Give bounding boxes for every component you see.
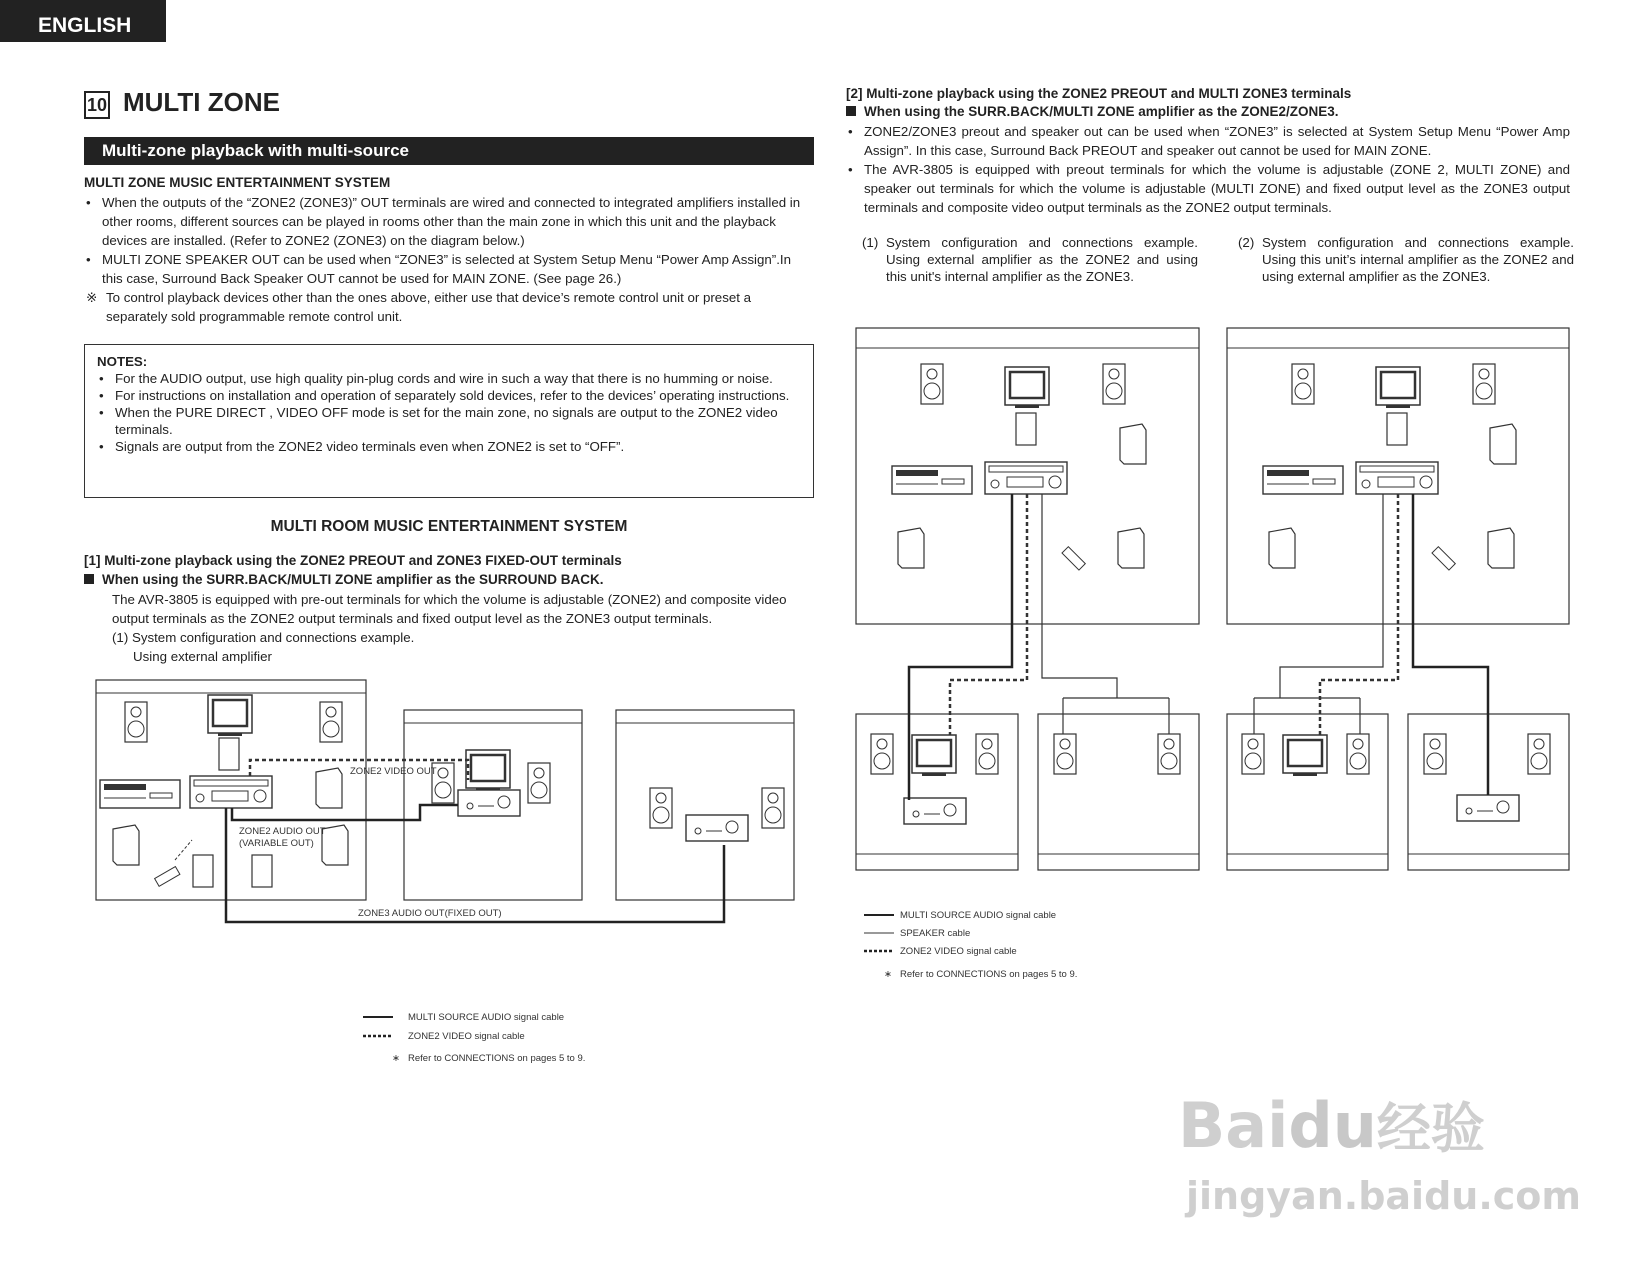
sub1-title: [1] Multi-zone playback using the ZONE2 PREOUT and ZONE3 FIXED-OUT terminals [84,553,622,568]
center-speaker-icon [219,738,239,770]
speaker-icon [1347,734,1369,774]
speaker-icon [113,825,139,865]
zone3-audio-out-label: ZONE3 AUDIO OUT(FIXED OUT) [358,908,502,919]
example2-number: (2) [1238,235,1255,250]
example1-number: (1) [862,235,879,250]
tv-icon [1376,367,1420,408]
speaker-icon [762,788,784,828]
section-title: MULTI ZONE [123,87,280,117]
zone2-audio-out-label: ZONE2 AUDIO OUT [239,826,326,837]
receiver-icon [190,776,272,808]
example1-caption: System configuration and connections example. Using external amplifier as the ZONE2 and using this unit's internal amplifier as the ZONE3. [886,235,1198,284]
right-legend-speaker-text: SPEAKER cable [900,928,971,939]
reference-mark: ※ [86,290,98,305]
speaker-icon [1424,734,1446,774]
watermark-url: jingyan.baidu.com [1186,1174,1581,1218]
tv-icon [466,750,510,791]
legend-ref-text: Refer to CONNECTIONS on pages 5 to 9. [408,1053,586,1064]
note-item: • Signals are output from the ZONE2 video terminals even when ZONE2 is set to “OFF”. [97,438,801,455]
watermark-logo-left: Bai [1178,1089,1289,1162]
receiver-icon [1356,462,1438,494]
tv-icon [1005,367,1049,408]
speaker-icon [1242,734,1264,774]
right-legend-video-text: ZONE2 VIDEO signal cable [900,946,1017,957]
ref-note-text: To control playback devices other than the ones above, either use that device’s remote control unit or preset a separately sold programmable remote control unit. [106,290,752,324]
speaker-icon [1488,528,1514,568]
amplifier-icon [458,790,520,816]
cd-player-icon [1263,466,1343,494]
speaker-icon [125,702,147,742]
amplifier-icon [904,798,966,824]
sub2-square-text: When using the SURR.BACK/MULTI ZONE amplifier as the ZONE2/ZONE3. [864,104,1339,119]
sub2-square-heading [846,104,1339,119]
speaker-icon [1292,364,1314,404]
cd-player-icon [892,466,972,494]
section-bar-title: Multi-zone playback with multi-source [84,137,814,165]
right-legend-ref-text: Refer to CONNECTIONS on pages 5 to 9. [900,969,1078,980]
amplifier-icon [1457,795,1519,821]
sub1-config: (1) System configuration and connections example. [112,630,415,645]
tv-icon [1283,735,1327,776]
legend-ref-mark: ∗ [392,1053,400,1064]
right-legend-audio-text: MULTI SOURCE AUDIO signal cable [900,910,1057,921]
watermark-logo-cn: 经验 [1376,1097,1485,1160]
watermark-logo-right: du [1288,1089,1377,1162]
speaker-icon [1473,364,1495,404]
speaker-icon [650,788,672,828]
music-system-heading: MULTI ZONE MUSIC ENTERTAINMENT SYSTEM [84,175,391,190]
sub1-square-text: When using the SURR.BACK/MULTI ZONE amplifier as the SURROUND BACK. [102,572,604,587]
speaker-icon [898,528,924,568]
multi-room-heading: MULTI ROOM MUSIC ENTERTAINMENT SYSTEM [270,518,628,535]
sub1-body: The AVR-3805 is equipped with pre-out terminals for which the volume is adjustable (ZONE2) and composite video output terminals as the ZONE2 output terminals and fixed output level as the ZONE3 output terminals. [112,592,787,626]
speaker-icon [320,702,342,742]
watermark-logo [1178,1086,1485,1163]
speaker-icon [1054,734,1076,774]
speaker-icon [193,855,213,887]
speaker-icon [976,734,998,774]
speaker-icon [871,734,893,774]
speaker-icon [252,855,272,887]
speaker-icon [1528,734,1550,774]
note-item: • For the AUDIO output, use high quality pin-plug cords and wire in such a way that there is no humming or noise. [97,370,801,387]
right-bullet-1: • ZONE2/ZONE3 preout and speaker out can be used when “ZONE3” is selected at System Setup Menu “Power Amp Assign”. In this case, Surround Back PREOUT and speaker out cannot be used for MAIN ZONE. [846,122,1570,160]
right-legend-ref-mark: ∗ [884,969,892,980]
legend-audio-text: MULTI SOURCE AUDIO signal cable [408,1012,565,1023]
language-tab: ENGLISH [0,0,166,42]
center-speaker-icon [1387,413,1407,445]
note-item: • For instructions on installation and operation of separately sold devices, refer to the devices’ operating instructions. [97,387,801,404]
square-bullet-icon [846,106,856,116]
cd-player-icon [100,780,180,808]
speaker-icon [1120,424,1146,464]
tv-icon [208,695,252,736]
sub2-title: [2] Multi-zone playback using the ZONE2 PREOUT and MULTI ZONE3 terminals [846,86,1352,101]
speaker-icon [921,364,943,404]
legend-video-text: ZONE2 VIDEO signal cable [408,1031,525,1042]
variable-out-label: (VARIABLE OUT) [239,838,314,849]
zone2-video-out-label: ZONE2 VIDEO OUT [350,766,437,777]
speaker-icon [1103,364,1125,404]
speaker-icon [528,763,550,803]
section-number: 10 [84,91,110,119]
tv-icon [912,735,956,776]
center-speaker-icon [1016,413,1036,445]
notes-title: NOTES: [97,354,148,369]
speaker-icon [1490,424,1516,464]
sub1-config-2: Using external amplifier [133,649,272,664]
amplifier-icon [686,815,748,841]
speaker-icon [1269,528,1295,568]
music-bullet-1: • When the outputs of the “ZONE2 (ZONE3)” OUT terminals are wired and connected to integrated amplifiers installed in other rooms, different sources can be played in rooms other than the main zone in which this unit and the playback devices are installed. (Refer to ZONE2 (ZONE3) on the diagram below.) [84,193,814,250]
sub2-body [846,122,1570,217]
speaker-icon [316,768,342,808]
speaker-icon [1118,528,1144,568]
note-item: • When the PURE DIRECT , VIDEO OFF mode is set for the main zone, no signals are output to the ZONE2 video terminals. [97,404,801,438]
right-bullet-2: • The AVR-3805 is equipped with preout terminals for which the volume is adjustable (ZONE 2, MULTI ZONE) and speaker out terminals for which the volume is adjustable (MULTI ZONE) and fixed output level as the ZONE3 output terminals and composite video output terminals as the ZONE2 output terminals. [846,160,1570,217]
speaker-icon [1158,734,1180,774]
example2-caption: System configuration and connections example. Using this unit’s internal amplifier as the ZONE2 and using external amplifier as the ZONE3. [1262,235,1574,284]
music-bullet-2: • MULTI ZONE SPEAKER OUT can be used when “ZONE3” is selected at System Setup Menu “Power Amp Assign”.In this case, Surround Back Speaker OUT cannot be used for MAIN ZONE. (See page 26.) [84,250,814,288]
receiver-icon [985,462,1067,494]
